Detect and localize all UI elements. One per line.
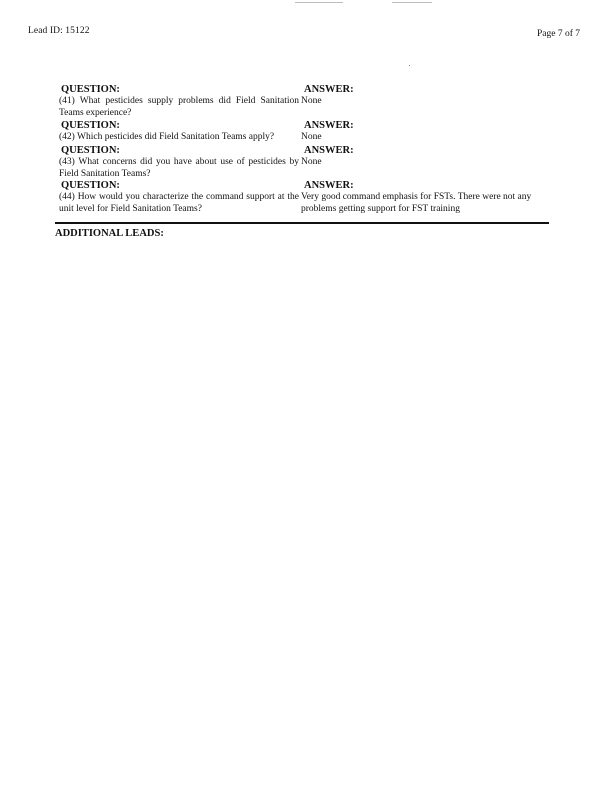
scan-speck <box>409 65 410 66</box>
scan-artifact <box>392 2 432 3</box>
question-label: QUESTION: <box>61 180 120 191</box>
qa-item-44 <box>59 180 549 216</box>
answer-text: None <box>301 96 322 106</box>
qa-section <box>59 84 549 216</box>
question-text: (43) What concerns did you have about use of pesticides by Field Sanitation Teams? <box>59 157 299 179</box>
answer-text: None <box>301 132 322 142</box>
question-text: (44) How would you characterize the command support at the unit level for Field Sanitation Teams? <box>59 192 299 214</box>
answer-label: ANSWER: <box>304 120 354 131</box>
question-label: QUESTION: <box>61 84 120 95</box>
question-label: QUESTION: <box>61 120 120 131</box>
question-text: (41) What pesticides supply problems did Field Sanitation Teams experience? <box>59 96 299 118</box>
answer-label: ANSWER: <box>304 145 354 156</box>
question-label: QUESTION: <box>61 145 120 156</box>
answer-label: ANSWER: <box>304 84 354 95</box>
answer-label: ANSWER: <box>304 180 354 191</box>
additional-leads-heading: ADDITIONAL LEADS: <box>55 228 164 239</box>
lead-id: Lead ID: 15122 <box>28 26 90 36</box>
section-divider <box>55 222 549 224</box>
page-number: Page 7 of 7 <box>537 29 581 39</box>
scan-artifact <box>295 2 343 3</box>
qa-item-41 <box>59 84 549 120</box>
question-text: (42) Which pesticides did Field Sanitation Teams apply? <box>59 132 275 142</box>
qa-item-43 <box>59 145 549 180</box>
answer-text: Very good command emphasis for FSTs. There were not any problems getting support for FST training <box>301 192 532 214</box>
qa-item-42 <box>59 120 549 145</box>
answer-text: None <box>301 157 322 167</box>
